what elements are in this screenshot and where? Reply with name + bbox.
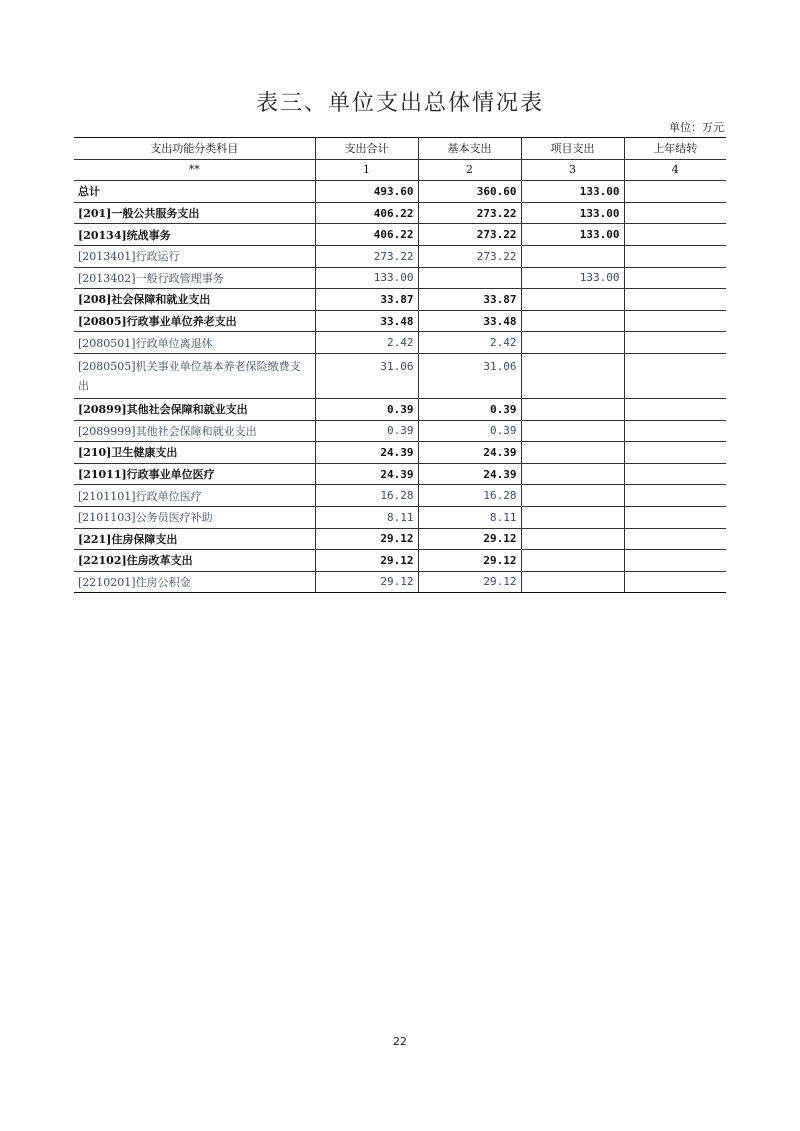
- amount-cell: [521, 245, 624, 267]
- category-cell: [20134]统战事务: [74, 224, 315, 246]
- header-cell: 支出合计: [315, 138, 418, 160]
- amount-cell: 2.42: [418, 332, 521, 354]
- amount-cell: [624, 442, 726, 464]
- amount-cell: 24.39: [315, 463, 418, 485]
- table-row: [74, 420, 726, 442]
- table-row: [74, 528, 726, 550]
- amount-cell: [521, 353, 624, 398]
- amount-cell: [624, 528, 726, 550]
- amount-cell: 16.28: [418, 485, 521, 507]
- table-row: [74, 485, 726, 507]
- amount-cell: 273.22: [418, 202, 521, 224]
- table-row: [74, 506, 726, 528]
- amount-cell: 24.39: [418, 442, 521, 464]
- amount-cell: 24.39: [315, 442, 418, 464]
- amount-cell: 29.12: [315, 571, 418, 593]
- amount-cell: 0.39: [418, 420, 521, 442]
- amount-cell: [521, 463, 624, 485]
- table-row: [74, 332, 726, 354]
- amount-cell: 0.39: [418, 398, 521, 420]
- header-cell: 基本支出: [418, 138, 521, 160]
- amount-cell: 8.11: [418, 506, 521, 528]
- category-cell: [20899]其他社会保障和就业支出: [74, 398, 315, 420]
- amount-cell: [624, 310, 726, 332]
- amount-cell: [624, 550, 726, 572]
- amount-cell: 29.12: [315, 528, 418, 550]
- amount-cell: [521, 550, 624, 572]
- amount-cell: 29.12: [418, 528, 521, 550]
- amount-cell: 29.12: [418, 571, 521, 593]
- table-row: [74, 398, 726, 420]
- header-cell: 上年结转: [624, 138, 726, 160]
- amount-cell: [624, 398, 726, 420]
- amount-cell: 16.28: [315, 485, 418, 507]
- category-cell: 总计: [74, 181, 315, 203]
- category-cell: [2080505]机关事业单位基本养老保险缴费支出: [74, 353, 315, 398]
- amount-cell: 8.11: [315, 506, 418, 528]
- page-number: 22: [393, 1035, 407, 1048]
- index-cell: 2: [418, 159, 521, 181]
- category-cell: [20805]行政事业单位养老支出: [74, 310, 315, 332]
- table-row: [74, 245, 726, 267]
- header-row: [74, 138, 726, 160]
- category-cell: [210]卫生健康支出: [74, 442, 315, 464]
- amount-cell: [521, 528, 624, 550]
- table-row: [74, 353, 726, 398]
- amount-cell: [521, 485, 624, 507]
- amount-cell: 33.87: [315, 289, 418, 311]
- index-row: [74, 159, 726, 181]
- category-cell: [2013401]行政运行: [74, 245, 315, 267]
- amount-cell: 360.60: [418, 181, 521, 203]
- amount-cell: [521, 506, 624, 528]
- amount-cell: [521, 571, 624, 593]
- amount-cell: [521, 398, 624, 420]
- amount-cell: [624, 506, 726, 528]
- table-row: [74, 202, 726, 224]
- table-row: [74, 442, 726, 464]
- amount-cell: 29.12: [315, 550, 418, 572]
- amount-cell: [624, 267, 726, 289]
- amount-cell: 24.39: [418, 463, 521, 485]
- amount-cell: [624, 571, 726, 593]
- amount-cell: 29.12: [418, 550, 521, 572]
- amount-cell: [624, 332, 726, 354]
- amount-cell: [624, 224, 726, 246]
- amount-cell: 0.39: [315, 398, 418, 420]
- amount-cell: [521, 310, 624, 332]
- table-row: [74, 181, 726, 203]
- amount-cell: [624, 202, 726, 224]
- header-cell: 项目支出: [521, 138, 624, 160]
- category-cell: [2210201]住房公积金: [74, 571, 315, 593]
- amount-cell: [624, 485, 726, 507]
- table-title: 表三、单位支出总体情况表: [255, 91, 544, 116]
- header-cell: 支出功能分类科目: [74, 138, 315, 160]
- amount-cell: 406.22: [315, 202, 418, 224]
- amount-cell: 273.22: [418, 245, 521, 267]
- category-cell: [2101103]公务员医疗补助: [74, 506, 315, 528]
- amount-cell: 273.22: [418, 224, 521, 246]
- unit-label: 单位：万元: [669, 121, 724, 134]
- amount-cell: 133.00: [521, 224, 624, 246]
- amount-cell: [624, 181, 726, 203]
- amount-cell: [418, 267, 521, 289]
- amount-cell: 31.06: [315, 353, 418, 398]
- table-row: [74, 267, 726, 289]
- category-cell: [2089999]其他社会保障和就业支出: [74, 420, 315, 442]
- category-cell: [2013402]一般行政管理事务: [74, 267, 315, 289]
- amount-cell: 133.00: [521, 267, 624, 289]
- amount-cell: [624, 245, 726, 267]
- amount-cell: [521, 289, 624, 311]
- amount-cell: [624, 463, 726, 485]
- table-row: [74, 550, 726, 572]
- expenditure-table: [74, 137, 726, 593]
- table-row: [74, 571, 726, 593]
- amount-cell: 33.87: [418, 289, 521, 311]
- category-cell: [208]社会保障和就业支出: [74, 289, 315, 311]
- table-row: [74, 224, 726, 246]
- index-cell: **: [74, 159, 315, 181]
- table-row: [74, 463, 726, 485]
- amount-cell: 133.00: [521, 202, 624, 224]
- amount-cell: 33.48: [315, 310, 418, 332]
- amount-cell: 133.00: [521, 181, 624, 203]
- table-row: [74, 310, 726, 332]
- amount-cell: 2.42: [315, 332, 418, 354]
- amount-cell: [521, 332, 624, 354]
- amount-cell: [624, 353, 726, 398]
- category-cell: [221]住房保障支出: [74, 528, 315, 550]
- amount-cell: [521, 420, 624, 442]
- index-cell: 4: [624, 159, 726, 181]
- table-row: [74, 289, 726, 311]
- category-cell: [22102]住房改革支出: [74, 550, 315, 572]
- amount-cell: 0.39: [315, 420, 418, 442]
- amount-cell: [624, 289, 726, 311]
- index-cell: 3: [521, 159, 624, 181]
- amount-cell: 406.22: [315, 224, 418, 246]
- amount-cell: 133.00: [315, 267, 418, 289]
- category-cell: [2080501]行政单位离退休: [74, 332, 315, 354]
- amount-cell: 33.48: [418, 310, 521, 332]
- category-cell: [2101101]行政单位医疗: [74, 485, 315, 507]
- category-cell: [201]一般公共服务支出: [74, 202, 315, 224]
- amount-cell: [624, 420, 726, 442]
- amount-cell: 493.60: [315, 181, 418, 203]
- category-cell: [21011]行政事业单位医疗: [74, 463, 315, 485]
- amount-cell: [521, 442, 624, 464]
- amount-cell: 31.06: [418, 353, 521, 398]
- amount-cell: 273.22: [315, 245, 418, 267]
- index-cell: 1: [315, 159, 418, 181]
